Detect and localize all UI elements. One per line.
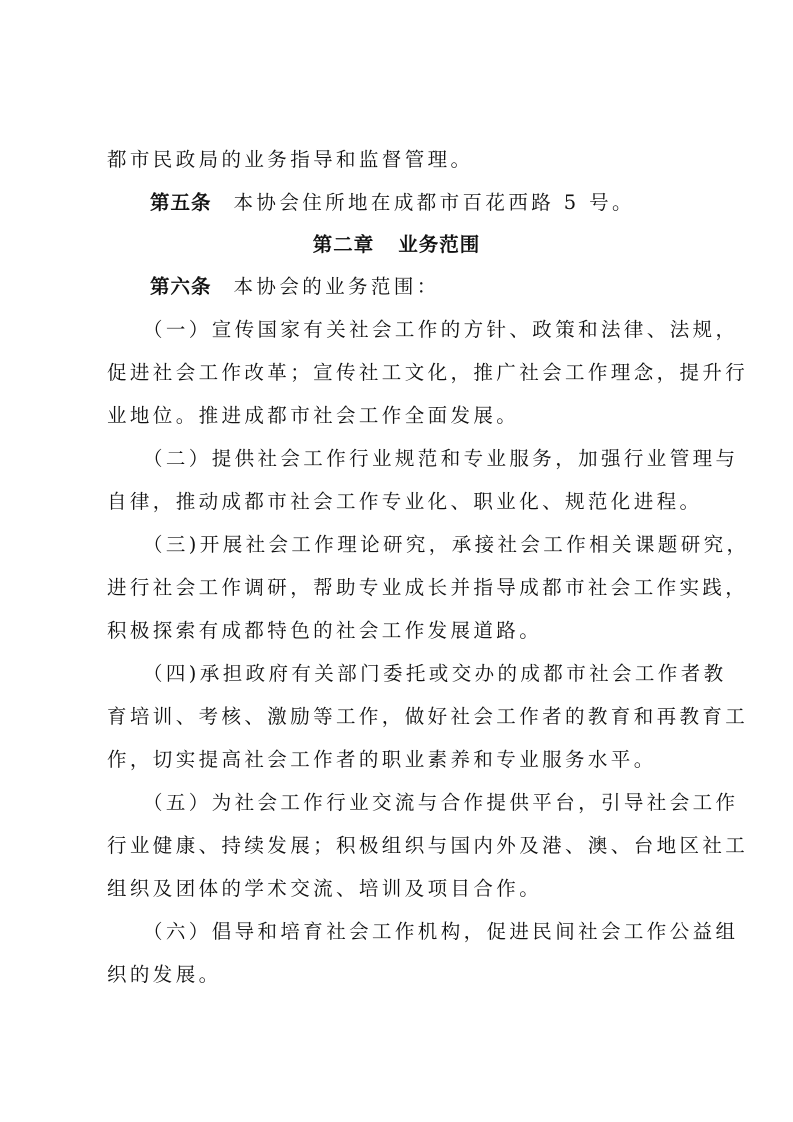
line-text: 行业健康、持续发展；积极组织与国内外及港、澳、台地区社工 [107,834,749,857]
article-label: 第六条 [150,275,212,298]
line-text: 积极探索有成都特色的社会工作发展道路。 [107,619,543,642]
line-text: 作，切实提高社会工作者的职业素养和专业服务水平。 [107,748,657,771]
text-line [107,619,687,643]
text-line [107,576,749,600]
article-text: 本协会的业务范围： [233,275,440,298]
text-line [107,490,703,514]
chapter-title: 业务范围 [398,233,481,256]
chapter-label: 第二章 [312,233,375,256]
text-line [143,318,739,342]
text-line [107,877,687,901]
line-text: （二）提供社会工作行业规范和专业服务，加强行业管理与 [143,447,739,470]
line-text: （六）倡导和培育社会工作机构，促进民间社会工作公益组 [143,920,739,943]
article-text: 本协会住所地在成都市百花西路 5 号。 [233,191,635,214]
text-line [107,963,687,987]
text-line [143,447,739,471]
text-line [143,533,750,557]
line-text: 组织及团体的学术交流、培训及项目合作。 [107,877,543,900]
line-text: 促进社会工作改革；宣传社工文化，推广社会工作理念，提升行 [107,361,749,384]
text-line [107,834,749,858]
text-line [143,791,739,815]
line-text: （五）为社会工作行业交流与合作提供平台，引导社会工作 [143,791,739,814]
line-text: 育培训、考核、激励等工作，做好社会工作者的教育和再教育工 [107,705,749,728]
line-text: 织的发展。 [107,963,222,986]
line-text: （一）宣传国家有关社会工作的方针、政策和法律、法规， [143,318,739,341]
article-label: 第五条 [150,191,212,214]
line-text: （三)开展社会工作理论研究，承接社会工作相关课题研究， [143,533,750,556]
line-text: 进行社会工作调研，帮助专业成长并指导成都市社会工作实践， [107,576,749,599]
text-line [107,361,749,385]
article-six [150,275,730,299]
text-line [107,148,687,172]
text-line [143,662,727,686]
chapter-heading [0,233,793,257]
text-line [143,920,739,944]
line-text: 自律，推动成都市社会工作专业化、职业化、规范化进程。 [107,490,703,513]
line-text: （四)承担政府有关部门委托或交办的成都市社会工作者教 [143,662,727,685]
line-text: 都市民政局的业务指导和监督管理。 [107,148,474,171]
text-line [107,404,687,428]
article-five [150,191,730,215]
text-line [107,705,749,729]
text-line [107,748,687,772]
line-text: 业地位。推进成都市社会工作全面发展。 [107,404,520,427]
